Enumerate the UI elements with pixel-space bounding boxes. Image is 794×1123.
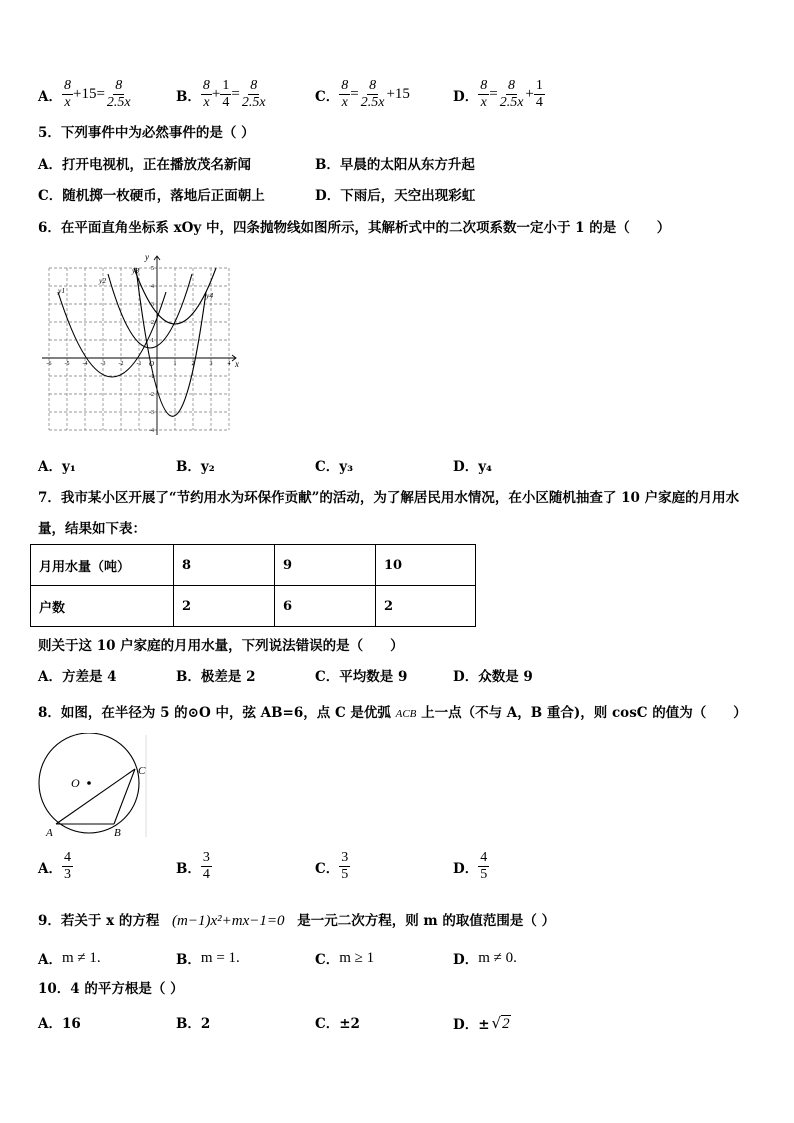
- q7-option-c[interactable]: C．平均数是 9: [315, 669, 408, 685]
- q6-option-c[interactable]: C．y₃: [315, 459, 354, 475]
- q4-c-eq: =: [350, 86, 359, 102]
- q4-b-plus: +: [211, 86, 221, 102]
- q9-d-value: m ≠ 0.: [478, 949, 517, 966]
- q6-stem: 6．在平面直角坐标系 xOy 中，四条抛物线如图所示，其解析式中的二次项系数一定小于 1 的是（ ）: [38, 220, 671, 236]
- q8-stem: [38, 704, 747, 723]
- frac-den: 4: [202, 867, 210, 882]
- q10-option-c[interactable]: C．±2: [315, 1016, 360, 1032]
- q8-b-frac: [201, 850, 212, 883]
- q9-option-b[interactable]: [176, 948, 240, 968]
- q8-d-frac: [478, 850, 489, 883]
- q9-c-label: C．: [315, 952, 340, 968]
- frac-num: 3: [202, 850, 210, 865]
- frac-num: 3: [341, 850, 349, 865]
- q9-b-value: m = 1.: [200, 949, 240, 966]
- q4-c-label: C．: [315, 88, 340, 105]
- q10-option-d[interactable]: [453, 1013, 511, 1033]
- q8-option-b[interactable]: [176, 850, 212, 883]
- q4-b-frac3: $\frac{8}{2.5x}$: [241, 78, 266, 110]
- table-row: [31, 586, 476, 627]
- x-tick: -6: [46, 361, 52, 367]
- q9-equation: (m−1)x²+mx−1=0: [172, 913, 285, 929]
- table-cell: 2: [376, 586, 476, 627]
- q7-stem-line2: 量，结果如下表：: [38, 521, 146, 537]
- q4-option-a[interactable]: [38, 78, 133, 111]
- q10-d-label: D．±: [453, 1017, 490, 1033]
- q8-a-label: A．: [38, 860, 62, 877]
- q8-d-label: D．: [453, 860, 479, 877]
- label-c: C: [138, 765, 146, 777]
- q6-option-d[interactable]: D．y₄: [453, 459, 492, 475]
- q5-option-d[interactable]: D．下雨后，天空出现彩虹: [315, 188, 476, 204]
- x-tick: 1: [173, 361, 177, 367]
- x-tick: 2: [191, 361, 195, 367]
- label-a: A: [46, 827, 53, 839]
- x-tick: -4: [82, 361, 88, 367]
- q4-b-frac1: $\frac{8}{x}$: [202, 78, 210, 110]
- q4-option-d[interactable]: [453, 78, 545, 111]
- q4-b-label: B．: [176, 88, 201, 105]
- q8-option-a[interactable]: [38, 850, 73, 883]
- q7-stem-line1: 7．我市某小区开展了“节约用水为环保作贡献”的活动，为了解居民用水情况，在小区随机抽查了 10 户家庭的月用水: [38, 490, 740, 506]
- label-o: O: [71, 776, 80, 790]
- table-row: [31, 545, 476, 586]
- q8-stem-before: 8．如图，在半径为 5 的⊙O 中，弦 AB=6，点 C 是优弧: [38, 705, 391, 721]
- y-tick: -3: [149, 410, 154, 416]
- y-tick: 3: [151, 302, 154, 308]
- frac-num: 4: [63, 850, 71, 865]
- q5-option-c[interactable]: C．随机掷一枚硬币，落地后正面朝上: [38, 188, 265, 204]
- y-tick: 2: [151, 320, 154, 326]
- q4-c-frac1: $\frac{8}{x}$: [341, 78, 349, 110]
- q7-option-b[interactable]: B．极差是 2: [176, 669, 256, 685]
- label-b: B: [114, 827, 121, 839]
- x-tick-labels: [47, 361, 231, 367]
- q7-option-a[interactable]: A．方差是 4: [38, 669, 117, 685]
- y-tick: 5: [151, 266, 154, 272]
- y-tick: -4: [149, 428, 154, 434]
- x-tick: -5: [64, 361, 70, 367]
- q8-option-d[interactable]: [453, 850, 489, 883]
- q4-c-frac2: $\frac{8}{2.5x}$: [360, 78, 385, 110]
- q4-option-b[interactable]: [176, 78, 268, 111]
- q8-a-frac: [62, 850, 73, 883]
- q4-d-plus: +: [525, 86, 534, 102]
- q4-a-frac2: $\frac{8}{2.5x}$: [106, 78, 131, 110]
- q10-stem: 10．4 的平方根是（ ）: [38, 981, 184, 997]
- q9-option-d[interactable]: [453, 948, 517, 968]
- table-cell: 10: [376, 545, 476, 586]
- q4-b-frac2: $\frac{1}{4}$: [222, 78, 230, 110]
- sqrt-icon: √: [491, 1014, 502, 1032]
- q7-water-table: [30, 544, 476, 627]
- q6-option-a[interactable]: A．y₁: [38, 459, 76, 475]
- q9-c-value: m ≥ 1: [339, 949, 375, 966]
- q9-a-value: m ≠ 1.: [61, 949, 101, 966]
- x-tick: -1: [136, 361, 142, 367]
- q8-c-label: C．: [315, 860, 340, 877]
- x-axis-label: x: [235, 359, 239, 369]
- y-tick: 4: [151, 284, 154, 290]
- q4-d-label: D．: [453, 88, 479, 105]
- q4-option-c[interactable]: [315, 78, 410, 111]
- q4-d-eq: =: [489, 86, 498, 102]
- q9-option-a[interactable]: [38, 948, 101, 968]
- y-axis-label: y: [145, 252, 149, 262]
- q5-option-b[interactable]: B．早晨的太阳从东方升起: [315, 157, 475, 173]
- x-tick: 4: [227, 361, 231, 367]
- q10-option-b[interactable]: B．2: [176, 1016, 211, 1032]
- q4-c-tail: +15: [386, 86, 410, 102]
- table-cell: 6: [275, 586, 376, 627]
- q8-stem-after: 上一点（不与 A，B 重合)，则 cosC 的值为（ ）: [421, 705, 747, 721]
- q8-arc-label: ACB: [395, 708, 417, 720]
- table-cell: 2: [174, 586, 275, 627]
- q7-question: 则关于这 10 户家庭的月用水量，下列说法错误的是（ ）: [38, 638, 404, 654]
- frac-num: 4: [480, 850, 488, 865]
- q9-b-label: B．: [176, 952, 201, 968]
- q4-b-eq: =: [231, 86, 240, 102]
- q9-d-label: D．: [453, 952, 479, 968]
- q9-stem-after: 是一元二次方程，则 m 的取值范围是（ ）: [297, 913, 556, 929]
- q4-a-label: A．: [38, 88, 62, 105]
- q8-b-label: B．: [176, 860, 201, 877]
- q4-d-frac3: $\frac{1}{4}$: [535, 78, 543, 110]
- q10-option-a[interactable]: A．16: [38, 1016, 81, 1032]
- q4-a-mid: +15=: [72, 86, 105, 102]
- origin-label: O: [149, 360, 155, 368]
- q5-option-a[interactable]: A．打开电视机，正在播放茂名新闻: [38, 157, 251, 173]
- parabola-y2: [108, 274, 192, 348]
- q4-d-frac2: $\frac{8}{2.5x}$: [499, 78, 524, 110]
- q5-stem: 5．下列事件中为必然事件的是（ ）: [38, 125, 255, 141]
- frac-den: 3: [63, 867, 71, 882]
- y-tick: 1: [151, 338, 154, 344]
- table-header-cell: 月用水量（吨）: [31, 545, 174, 586]
- label-y3: y3: [132, 266, 140, 275]
- q4-a-frac1: $\frac{8}{x}$: [63, 78, 71, 110]
- frac-den: 5: [480, 867, 488, 882]
- x-tick: -2: [118, 361, 124, 367]
- x-tick: 3: [209, 361, 213, 367]
- q6-option-b[interactable]: B．y₂: [176, 459, 215, 475]
- q8-circle-figure: [34, 733, 154, 841]
- q6-parabola-graph: [36, 252, 246, 437]
- table-cell: 8: [174, 545, 275, 586]
- q9-stem-before: 9．若关于 x 的方程: [38, 913, 160, 929]
- label-y4: y4: [206, 291, 214, 300]
- frac-den: 5: [341, 867, 349, 882]
- table-cell: 9: [275, 545, 376, 586]
- q9-stem: [38, 912, 555, 930]
- q8-option-c[interactable]: [315, 850, 350, 883]
- q9-option-c[interactable]: [315, 948, 374, 968]
- y-tick: -1: [149, 374, 154, 380]
- label-y2: y2: [99, 276, 107, 285]
- q4-d-frac1: $\frac{8}{x}$: [480, 78, 488, 110]
- y-tick-labels: [149, 266, 154, 434]
- q8-c-frac: [339, 850, 350, 883]
- center-dot: [87, 781, 91, 785]
- q10-d-radicand: 2: [502, 1015, 510, 1032]
- x-tick: -3: [100, 361, 106, 367]
- table-header-cell: 户数: [31, 586, 174, 627]
- label-y1: y1: [58, 286, 66, 295]
- y-tick: -2: [149, 392, 154, 398]
- q9-a-label: A．: [38, 952, 62, 968]
- q7-option-d[interactable]: D．众数是 9: [453, 669, 533, 685]
